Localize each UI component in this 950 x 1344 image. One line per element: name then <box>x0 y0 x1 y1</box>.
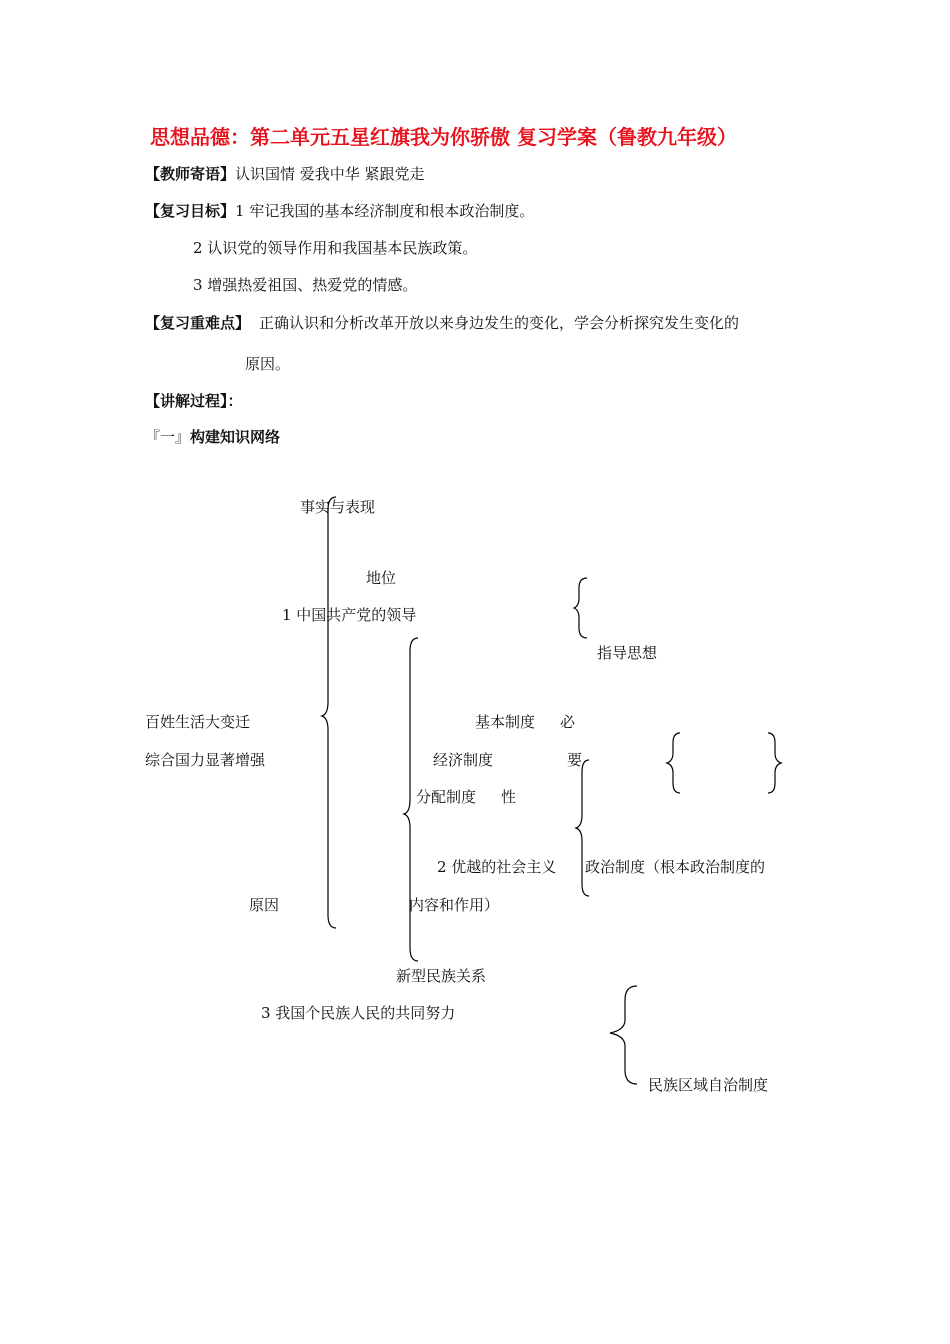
teacher-words-line <box>145 165 425 183</box>
teacher-words-label: 【教师寄语】 <box>145 165 236 183</box>
map-yao: 要 <box>567 751 583 769</box>
map-ethnic-relation: 新型民族关系 <box>396 967 487 985</box>
goals-line-1 <box>145 202 534 220</box>
section-heading <box>145 428 280 446</box>
document-title: 思想品德：第二单元五星红旗我为你骄傲 复习学案（鲁教九年级） <box>150 125 737 149</box>
key-points-label: 【复习重难点】 <box>145 314 251 332</box>
brace-small-left <box>667 733 680 793</box>
map-xing: 性 <box>501 788 517 806</box>
map-reasons: 原因 <box>249 896 280 914</box>
map-bi: 必 <box>560 713 576 731</box>
brace-main-left <box>322 497 336 928</box>
map-content-role: 内容和作用） <box>409 896 500 914</box>
map-distribution-system: 分配制度 <box>416 788 477 806</box>
key-points-text: 正确认识和分析改革开放以来身边发生的变化，学会分析探究发生变化的 <box>259 314 740 332</box>
map-position: 地位 <box>366 569 397 587</box>
goals-label: 【复习目标】 <box>145 202 236 220</box>
goal-item-2: 2 认识党的领导作用和我国基本民族政策。 <box>193 239 478 257</box>
process-label: 【讲解过程】： <box>145 392 243 410</box>
section-mark: 『一』 <box>145 428 191 446</box>
map-life-change: 百姓生活大变迁 <box>145 713 251 731</box>
brace-party-left <box>574 578 587 638</box>
map-regional-autonomy: 民族区域自治制度 <box>648 1076 769 1094</box>
section-title: 构建知识网络 <box>190 428 281 446</box>
goal-item-1: 1 牢记我国的基本经济制度和根本政治制度。 <box>235 202 535 220</box>
key-points-line <box>145 314 739 332</box>
map-party-leadership: 1 中国共产党的领导 <box>282 606 417 624</box>
map-joint-effort: 3 我国个民族人民的共同努力 <box>261 1004 456 1022</box>
map-economic-system: 经济制度 <box>433 751 494 769</box>
map-basic-system: 基本制度 <box>475 713 536 731</box>
map-guiding-thought: 指导思想 <box>597 644 658 662</box>
brace-ethnic-left <box>610 986 637 1084</box>
key-points-text-cont: 原因。 <box>245 355 291 373</box>
map-facts: 事实与表现 <box>300 498 376 516</box>
map-national-power: 综合国力显著增强 <box>145 751 266 769</box>
goal-item-3: 3 增强热爱祖国、热爱党的情感。 <box>193 276 418 294</box>
brace-small-right <box>768 733 781 793</box>
teacher-words-text: 认识国情 爱我中华 紧跟党走 <box>235 165 425 183</box>
map-political-system: 政治制度（根本政治制度的 <box>585 858 766 876</box>
map-superior-socialism: 2 优越的社会主义 <box>437 858 557 876</box>
